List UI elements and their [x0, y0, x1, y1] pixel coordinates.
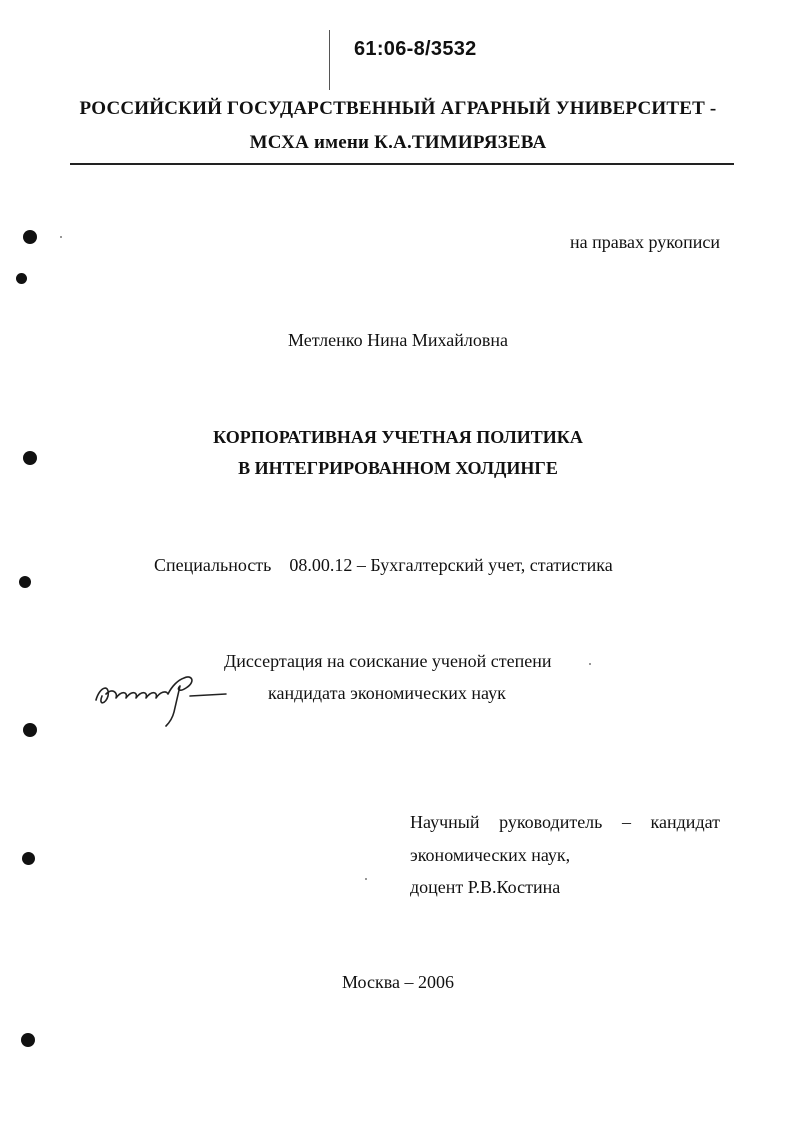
margin-rule — [329, 30, 330, 90]
specialty-label: Специальность — [154, 555, 272, 575]
thesis-title-line2: В ИНТЕГРИРОВАННОМ ХОЛДИНГЕ — [238, 458, 558, 478]
supervisor-line1: Научный руководитель – кандидат — [410, 812, 720, 832]
binding-hole-icon — [23, 451, 37, 465]
city-year: Москва – 2006 — [342, 972, 454, 992]
binding-hole-icon — [23, 723, 37, 737]
binding-hole-icon — [21, 1033, 35, 1047]
header-divider — [70, 163, 734, 165]
binding-hole-icon — [19, 576, 31, 588]
author-name: Метленко Нина Михайловна — [288, 330, 508, 350]
supervisor-line2: экономических наук, — [410, 845, 571, 865]
manuscript-note: на правах рукописи — [570, 232, 720, 252]
degree-line1: Диссертация на соискание ученой степени — [224, 651, 552, 671]
degree-line2: кандидата экономических наук — [268, 683, 506, 703]
binding-hole-icon — [16, 273, 27, 284]
archive-code: 61:06-8/3532 — [354, 38, 477, 60]
scan-speck — [589, 663, 591, 665]
university-name-line1: РОССИЙСКИЙ ГОСУДАРСТВЕННЫЙ АГРАРНЫЙ УНИВЕРСИТЕТ - — [79, 98, 717, 119]
signature-icon — [88, 666, 238, 732]
university-name-line2: МСХА имени К.А.ТИМИРЯЗЕВА — [249, 132, 547, 153]
thesis-title-line1: КОРПОРАТИВНАЯ УЧЕТНАЯ ПОЛИТИКА — [213, 427, 583, 447]
supervisor-line3: доцент Р.В.Костина — [410, 877, 561, 897]
specialty — [154, 555, 613, 576]
scan-speck — [365, 878, 367, 880]
binding-hole-icon — [23, 230, 37, 244]
specialty-value: 08.00.12 – Бухгалтерский учет, статистика — [289, 555, 613, 575]
binding-hole-icon — [22, 852, 35, 865]
scan-speck — [60, 236, 62, 238]
